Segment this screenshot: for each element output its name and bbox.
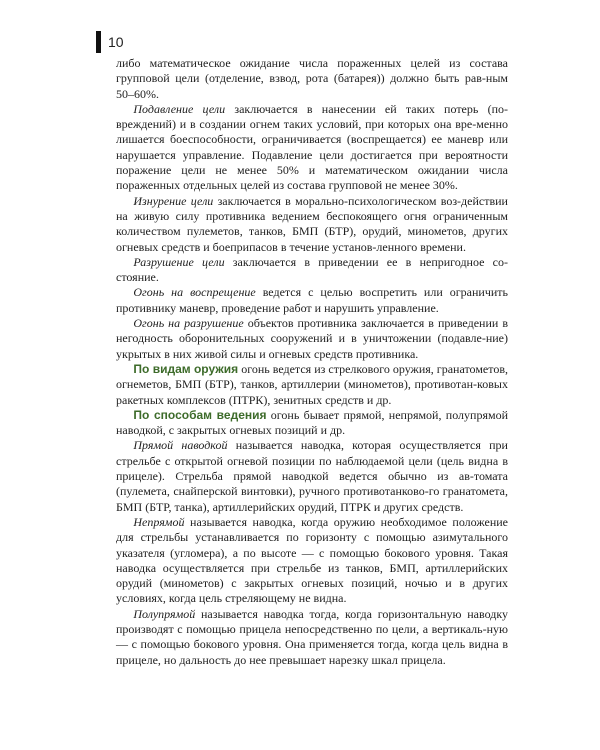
body-text xyxy=(116,56,508,668)
paragraph-text: заключается в нанесении ей таких потерь (по-вреждений) и в создании огнем таких условий, при которых она вре-менно лишается боеспособности, ограничивается (воспрещается) ее маневр или нарушается управление. Подавление цели достигается при вероятности поражение цели не менее 50% и математическом ожидании числа пораженных отдельных целей из состава групповой не менее 30%. xyxy=(116,101,509,193)
term-exhaustion: Изнурение цели xyxy=(133,193,214,208)
paragraph-7 xyxy=(116,408,508,439)
paragraph-3 xyxy=(116,255,508,286)
paragraph-text: называется наводка тогда, когда горизонтальную наводку производят с помощью прицела непосредственно по цели, а вертикаль-ную — с помощью бокового уровня. Она применяется тогда, когда цель видна в прицеле, но дальность до нее превышает нарезку шкал прицела. xyxy=(116,606,508,667)
term-direct-laying: Прямой наводкой xyxy=(133,438,228,453)
paragraph-text: заключается в приведении ее в непригодное со-стояние. xyxy=(116,254,509,285)
term-destruction: Разрушение цели xyxy=(133,254,225,269)
paragraph-text: либо математическое ожидание числа пораженных целей из состава групповой цели (отделение, взвод, рота (батарея)) должно быть рав-ным 50–60%. xyxy=(116,56,508,101)
paragraph-10 xyxy=(116,607,508,668)
paragraph-text: объектов противника заключается в приведении в негодность оборонительных сооружений и в уничтожении (подавле-ние) укрытых в них живой силы и огневых средств противника. xyxy=(116,316,508,361)
term-destruction-fire: Огонь на разрушение xyxy=(133,316,244,331)
paragraph-5 xyxy=(116,316,508,362)
paragraph-text: называется наводка, когда оружию необходимое положение для стрельбы устанавливается по горизонту с помощью азимутального указателя (угломера), а по высоте — с помощью бокового уровня. Такая наводка осуществляется при стрельбе из танков, БМП, артиллерийских орудий (минометов) с закрытых огневых позиций, ночью и в других условиях, когда цель стреляющему не видна. xyxy=(116,514,508,606)
term-suppression: Подавление цели xyxy=(133,101,226,116)
paragraph-8 xyxy=(116,438,508,514)
heading-by-weapon-type: По видам оружия xyxy=(133,361,239,376)
paragraph-text: огонь бывает прямой, непрямой, полупрямой наводкой, с закрытых огневых позиций и др. xyxy=(116,407,508,438)
paragraph-4 xyxy=(116,285,508,316)
paragraph-9 xyxy=(116,515,508,607)
paragraph-6 xyxy=(116,362,508,408)
heading-by-firing-method: По способам ведения xyxy=(133,407,267,422)
page-header xyxy=(96,30,124,54)
paragraph-text: называется наводка, которая осуществляется при стрельбе с открытой огневой позиции по наблюдаемой цели (цель видна в прицеле). Стрельба прямой наводкой ведется обычно из ав-томата (пулемета, снайперской винтовки), ручного противотанково-го гранатомета, БМП (БТР, танка), артиллерийских орудий, ПТРК и других средств. xyxy=(116,438,508,514)
paragraph-1 xyxy=(116,102,508,194)
header-bar-marker xyxy=(96,31,101,53)
term-indirect-laying: Непрямой xyxy=(133,514,185,529)
term-interdiction-fire: Огонь на воспрещение xyxy=(133,285,256,300)
paragraph-text: огонь ведется из стрелкового оружия, гранатометов, огнеметов, БМП (БТР), танков, артиллерии (минометов), противотан-ковых ракетных комплексов (ПТРК), зенитных средств и др. xyxy=(116,361,508,407)
paragraph-2 xyxy=(116,194,508,255)
term-semi-direct-laying: Полупрямой xyxy=(133,606,196,621)
page-number: 10 xyxy=(108,34,124,50)
paragraph-text: ведется с целью воспретить или ограничить противнику маневр, проведение работ и нарушить управление. xyxy=(116,285,508,315)
paragraph-0 xyxy=(116,56,508,102)
paragraph-text: заключается в морально-психологическом воз-действии на живую силу противника ведением беспокоящего огня ограниченным количеством пулеметов, танков, БМП (БТР), орудий, минометов, других огневых средств и боеприпасов в течение установ-ленного времени. xyxy=(116,193,508,254)
